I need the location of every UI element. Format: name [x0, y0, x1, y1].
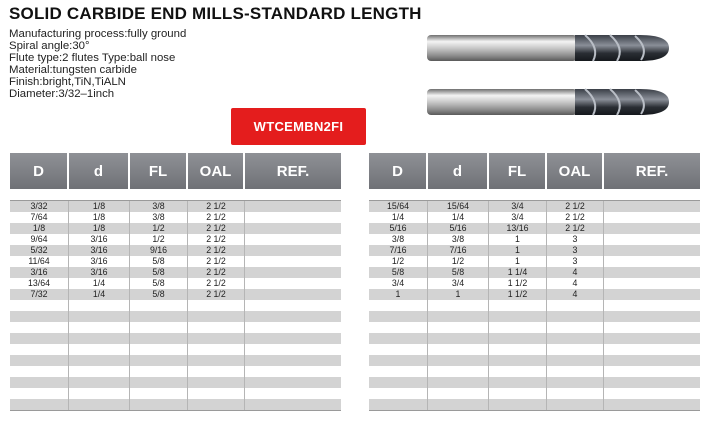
table-cell [547, 366, 604, 377]
table-cell [130, 311, 188, 322]
table-cell: 2 1/2 [188, 223, 245, 234]
table-cell [369, 377, 428, 388]
column-header-oal: OAL [547, 153, 604, 189]
table-row [10, 234, 341, 245]
table-cell: 5/8 [130, 278, 188, 289]
table-cell: 3/8 [428, 234, 489, 245]
table-cell [604, 344, 700, 355]
table-row [369, 289, 700, 300]
column-header-d-cap: D [369, 153, 428, 189]
product-code-badge: WTCEMBN2FI [231, 108, 366, 145]
spec-item: Manufacturing process:fully ground [9, 28, 187, 40]
table-cell [604, 388, 700, 399]
table-cell [369, 322, 428, 333]
table-cell: 7/32 [10, 289, 69, 300]
table-row [10, 289, 341, 300]
table-cell: 1/4 [69, 278, 130, 289]
table-row [10, 267, 341, 278]
table-cell [489, 377, 547, 388]
table-cell: 9/16 [130, 245, 188, 256]
table-row [369, 223, 700, 234]
table-row [369, 234, 700, 245]
table-cell: 1 [489, 256, 547, 267]
table-cell [10, 333, 69, 344]
table-cell [188, 333, 245, 344]
spec-item: Diameter:3/32–1inch [9, 88, 115, 100]
table-cell [245, 399, 341, 410]
table-cell [130, 333, 188, 344]
table-row [10, 278, 341, 289]
table-cell: 1/2 [130, 223, 188, 234]
table-cell [547, 355, 604, 366]
table-cell [245, 212, 341, 223]
table-cell [489, 300, 547, 311]
table-cell: 5/16 [369, 223, 428, 234]
table-cell: 3/16 [10, 267, 69, 278]
table-cell [188, 311, 245, 322]
table-cell [428, 355, 489, 366]
table-cell [188, 388, 245, 399]
table-cell: 2 1/2 [188, 234, 245, 245]
table-cell [428, 300, 489, 311]
table-cell: 7/16 [369, 245, 428, 256]
table-row [10, 333, 341, 344]
table-cell: 2 1/2 [188, 289, 245, 300]
table-cell: 3/16 [69, 256, 130, 267]
table-cell: 3/4 [489, 201, 547, 212]
table-cell: 2 1/2 [188, 201, 245, 212]
table-cell: 3/16 [69, 245, 130, 256]
table-cell [604, 267, 700, 278]
table-cell: 1/2 [369, 256, 428, 267]
table-cell [245, 366, 341, 377]
table-cell [489, 388, 547, 399]
table-cell [245, 355, 341, 366]
dimension-table-left [10, 153, 341, 411]
table-cell: 1/4 [369, 212, 428, 223]
page-title: SOLID CARBIDE END MILLS-STANDARD LENGTH [9, 4, 422, 23]
table-cell [69, 311, 130, 322]
table-cell [489, 355, 547, 366]
table-cell: 3/8 [130, 201, 188, 212]
table-cell: 2 1/2 [188, 256, 245, 267]
table-cell: 1 1/2 [489, 278, 547, 289]
table-cell: 3 [547, 256, 604, 267]
table-row [369, 201, 700, 212]
table-cell [10, 399, 69, 410]
table-row [369, 377, 700, 388]
table-cell: 1/8 [10, 223, 69, 234]
table-cell: 4 [547, 289, 604, 300]
end-mill-icon [427, 89, 669, 115]
table-cell [245, 278, 341, 289]
column-header-d: d [69, 153, 130, 189]
table-cell [188, 377, 245, 388]
table-row [369, 267, 700, 278]
table-cell [604, 399, 700, 410]
table-cell: 5/8 [130, 289, 188, 300]
table-cell [604, 333, 700, 344]
table-row [10, 344, 341, 355]
table-cell: 7/64 [10, 212, 69, 223]
dimension-table-right [369, 153, 700, 411]
table-cell [69, 344, 130, 355]
table-cell: 15/64 [369, 201, 428, 212]
spec-list [9, 28, 186, 100]
table-cell: 2 1/2 [188, 278, 245, 289]
table-body [10, 200, 341, 410]
table-row [369, 355, 700, 366]
table-cell [245, 333, 341, 344]
table-cell [604, 234, 700, 245]
table-cell [428, 377, 489, 388]
table-cell: 1 [369, 289, 428, 300]
table-row [10, 256, 341, 267]
table-cell [604, 245, 700, 256]
table-cell [188, 344, 245, 355]
table-row [10, 223, 341, 234]
table-cell [188, 355, 245, 366]
table-row [10, 366, 341, 377]
table-cell: 2 1/2 [188, 245, 245, 256]
table-cell: 2 1/2 [547, 212, 604, 223]
table-cell [188, 322, 245, 333]
table-cell [489, 366, 547, 377]
table-cell: 5/32 [10, 245, 69, 256]
table-cell [245, 267, 341, 278]
table-cell: 1 [489, 245, 547, 256]
table-row [10, 355, 341, 366]
table-cell: 13/16 [489, 223, 547, 234]
table-cell [245, 256, 341, 267]
table-cell [604, 366, 700, 377]
table-cell: 2 1/2 [188, 212, 245, 223]
table-cell [245, 234, 341, 245]
table-cell: 1 [428, 289, 489, 300]
table-row [369, 333, 700, 344]
table-cell: 1 1/4 [489, 267, 547, 278]
table-cell [69, 322, 130, 333]
table-cell: 1/8 [69, 201, 130, 212]
table-row [369, 278, 700, 289]
table-cell [428, 388, 489, 399]
table-cell [69, 388, 130, 399]
table-cell [10, 377, 69, 388]
spec-item: Flute type:2 flutes Type:ball nose [9, 52, 176, 64]
table-cell: 1/4 [69, 289, 130, 300]
spec-item: Material:tungsten carbide [9, 64, 137, 76]
table-cell: 1/2 [428, 256, 489, 267]
table-cell [489, 344, 547, 355]
table-cell [69, 300, 130, 311]
table-header [10, 153, 341, 189]
table-cell [547, 311, 604, 322]
table-cell: 5/8 [130, 256, 188, 267]
table-cell [369, 300, 428, 311]
table-cell: 1/8 [69, 212, 130, 223]
table-cell: 3/8 [130, 212, 188, 223]
table-cell: 3/16 [69, 267, 130, 278]
table-cell: 3/4 [489, 212, 547, 223]
column-header-d-cap: D [10, 153, 69, 189]
table-cell [188, 300, 245, 311]
table-cell [604, 289, 700, 300]
table-cell: 3/4 [428, 278, 489, 289]
table-cell [604, 311, 700, 322]
column-header-ref: REF. [604, 153, 700, 189]
table-cell [547, 300, 604, 311]
table-body [369, 200, 700, 410]
table-header [369, 153, 700, 189]
table-cell [547, 388, 604, 399]
table-cell [369, 355, 428, 366]
table-cell: 2 1/2 [547, 201, 604, 212]
table-cell: 5/8 [130, 267, 188, 278]
table-row [10, 399, 341, 410]
table-cell [245, 245, 341, 256]
table-row [369, 344, 700, 355]
table-cell [130, 366, 188, 377]
table-cell [489, 333, 547, 344]
table-cell [130, 377, 188, 388]
table-row [369, 245, 700, 256]
spec-item: Finish:bright,TiN,TiALN [9, 76, 126, 88]
table-cell [369, 366, 428, 377]
table-cell [489, 322, 547, 333]
table-cell: 9/64 [10, 234, 69, 245]
table-cell [489, 311, 547, 322]
table-cell: 5/8 [428, 267, 489, 278]
table-cell [130, 344, 188, 355]
table-cell [369, 333, 428, 344]
table-cell [369, 399, 428, 410]
column-header-d: d [428, 153, 489, 189]
table-row [369, 399, 700, 410]
table-cell: 11/64 [10, 256, 69, 267]
table-cell: 3 [547, 234, 604, 245]
table-cell: 1/2 [130, 234, 188, 245]
table-cell [604, 377, 700, 388]
table-cell: 2 1/2 [547, 223, 604, 234]
table-cell [245, 311, 341, 322]
table-cell: 5/8 [369, 267, 428, 278]
table-row [10, 212, 341, 223]
table-cell [369, 388, 428, 399]
table-cell [130, 322, 188, 333]
table-cell: 15/64 [428, 201, 489, 212]
table-cell [69, 399, 130, 410]
table-cell: 3/16 [69, 234, 130, 245]
column-header-fl: FL [130, 153, 188, 189]
table-row [369, 388, 700, 399]
table-row [369, 311, 700, 322]
table-row [369, 256, 700, 267]
table-cell [130, 300, 188, 311]
table-cell [245, 223, 341, 234]
table-cell [547, 333, 604, 344]
column-header-oal: OAL [188, 153, 245, 189]
table-cell: 3/32 [10, 201, 69, 212]
table-cell [245, 322, 341, 333]
table-cell [69, 377, 130, 388]
table-row [369, 212, 700, 223]
table-cell [428, 311, 489, 322]
table-cell [10, 311, 69, 322]
table-cell [604, 322, 700, 333]
table-cell [130, 355, 188, 366]
table-cell: 4 [547, 267, 604, 278]
table-cell: 3/8 [369, 234, 428, 245]
table-cell [69, 366, 130, 377]
table-cell [604, 212, 700, 223]
table-row [10, 245, 341, 256]
table-cell [428, 344, 489, 355]
table-cell: 1/8 [69, 223, 130, 234]
table-cell [604, 278, 700, 289]
table-cell [547, 399, 604, 410]
table-cell [428, 399, 489, 410]
table-cell [10, 388, 69, 399]
table-cell: 2 1/2 [188, 267, 245, 278]
table-cell [10, 366, 69, 377]
table-cell [188, 399, 245, 410]
column-header-ref: REF. [245, 153, 341, 189]
table-cell [130, 399, 188, 410]
table-cell [245, 344, 341, 355]
table-cell [369, 311, 428, 322]
table-row [369, 366, 700, 377]
table-row [10, 300, 341, 311]
table-row [10, 322, 341, 333]
spec-item: Spiral angle:30° [9, 40, 90, 52]
table-row [10, 377, 341, 388]
table-row [369, 300, 700, 311]
table-cell [604, 300, 700, 311]
table-cell [245, 201, 341, 212]
table-row [10, 311, 341, 322]
table-cell [245, 377, 341, 388]
table-cell [604, 223, 700, 234]
table-cell [245, 300, 341, 311]
table-cell [369, 344, 428, 355]
table-cell: 4 [547, 278, 604, 289]
column-header-fl: FL [489, 153, 547, 189]
table-cell [604, 256, 700, 267]
table-cell [130, 388, 188, 399]
table-cell: 3 [547, 245, 604, 256]
table-row [369, 322, 700, 333]
table-cell [10, 300, 69, 311]
table-cell [10, 355, 69, 366]
table-row [10, 388, 341, 399]
table-cell [547, 344, 604, 355]
table-cell [547, 322, 604, 333]
table-cell: 1 [489, 234, 547, 245]
table-cell: 1 1/2 [489, 289, 547, 300]
table-row [10, 201, 341, 212]
table-cell: 7/16 [428, 245, 489, 256]
table-cell: 5/16 [428, 223, 489, 234]
table-cell [428, 366, 489, 377]
table-cell [428, 333, 489, 344]
table-cell [188, 366, 245, 377]
table-cell [245, 289, 341, 300]
table-cell [428, 322, 489, 333]
table-cell: 1/4 [428, 212, 489, 223]
table-cell [10, 322, 69, 333]
table-cell [10, 344, 69, 355]
table-cell: 3/4 [369, 278, 428, 289]
table-cell: 13/64 [10, 278, 69, 289]
table-cell [604, 355, 700, 366]
end-mill-icon [427, 35, 669, 61]
table-cell [489, 399, 547, 410]
table-cell [547, 377, 604, 388]
end-mill-product-image [425, 27, 677, 127]
table-cell [604, 201, 700, 212]
table-cell [245, 388, 341, 399]
table-cell [69, 333, 130, 344]
table-cell [69, 355, 130, 366]
